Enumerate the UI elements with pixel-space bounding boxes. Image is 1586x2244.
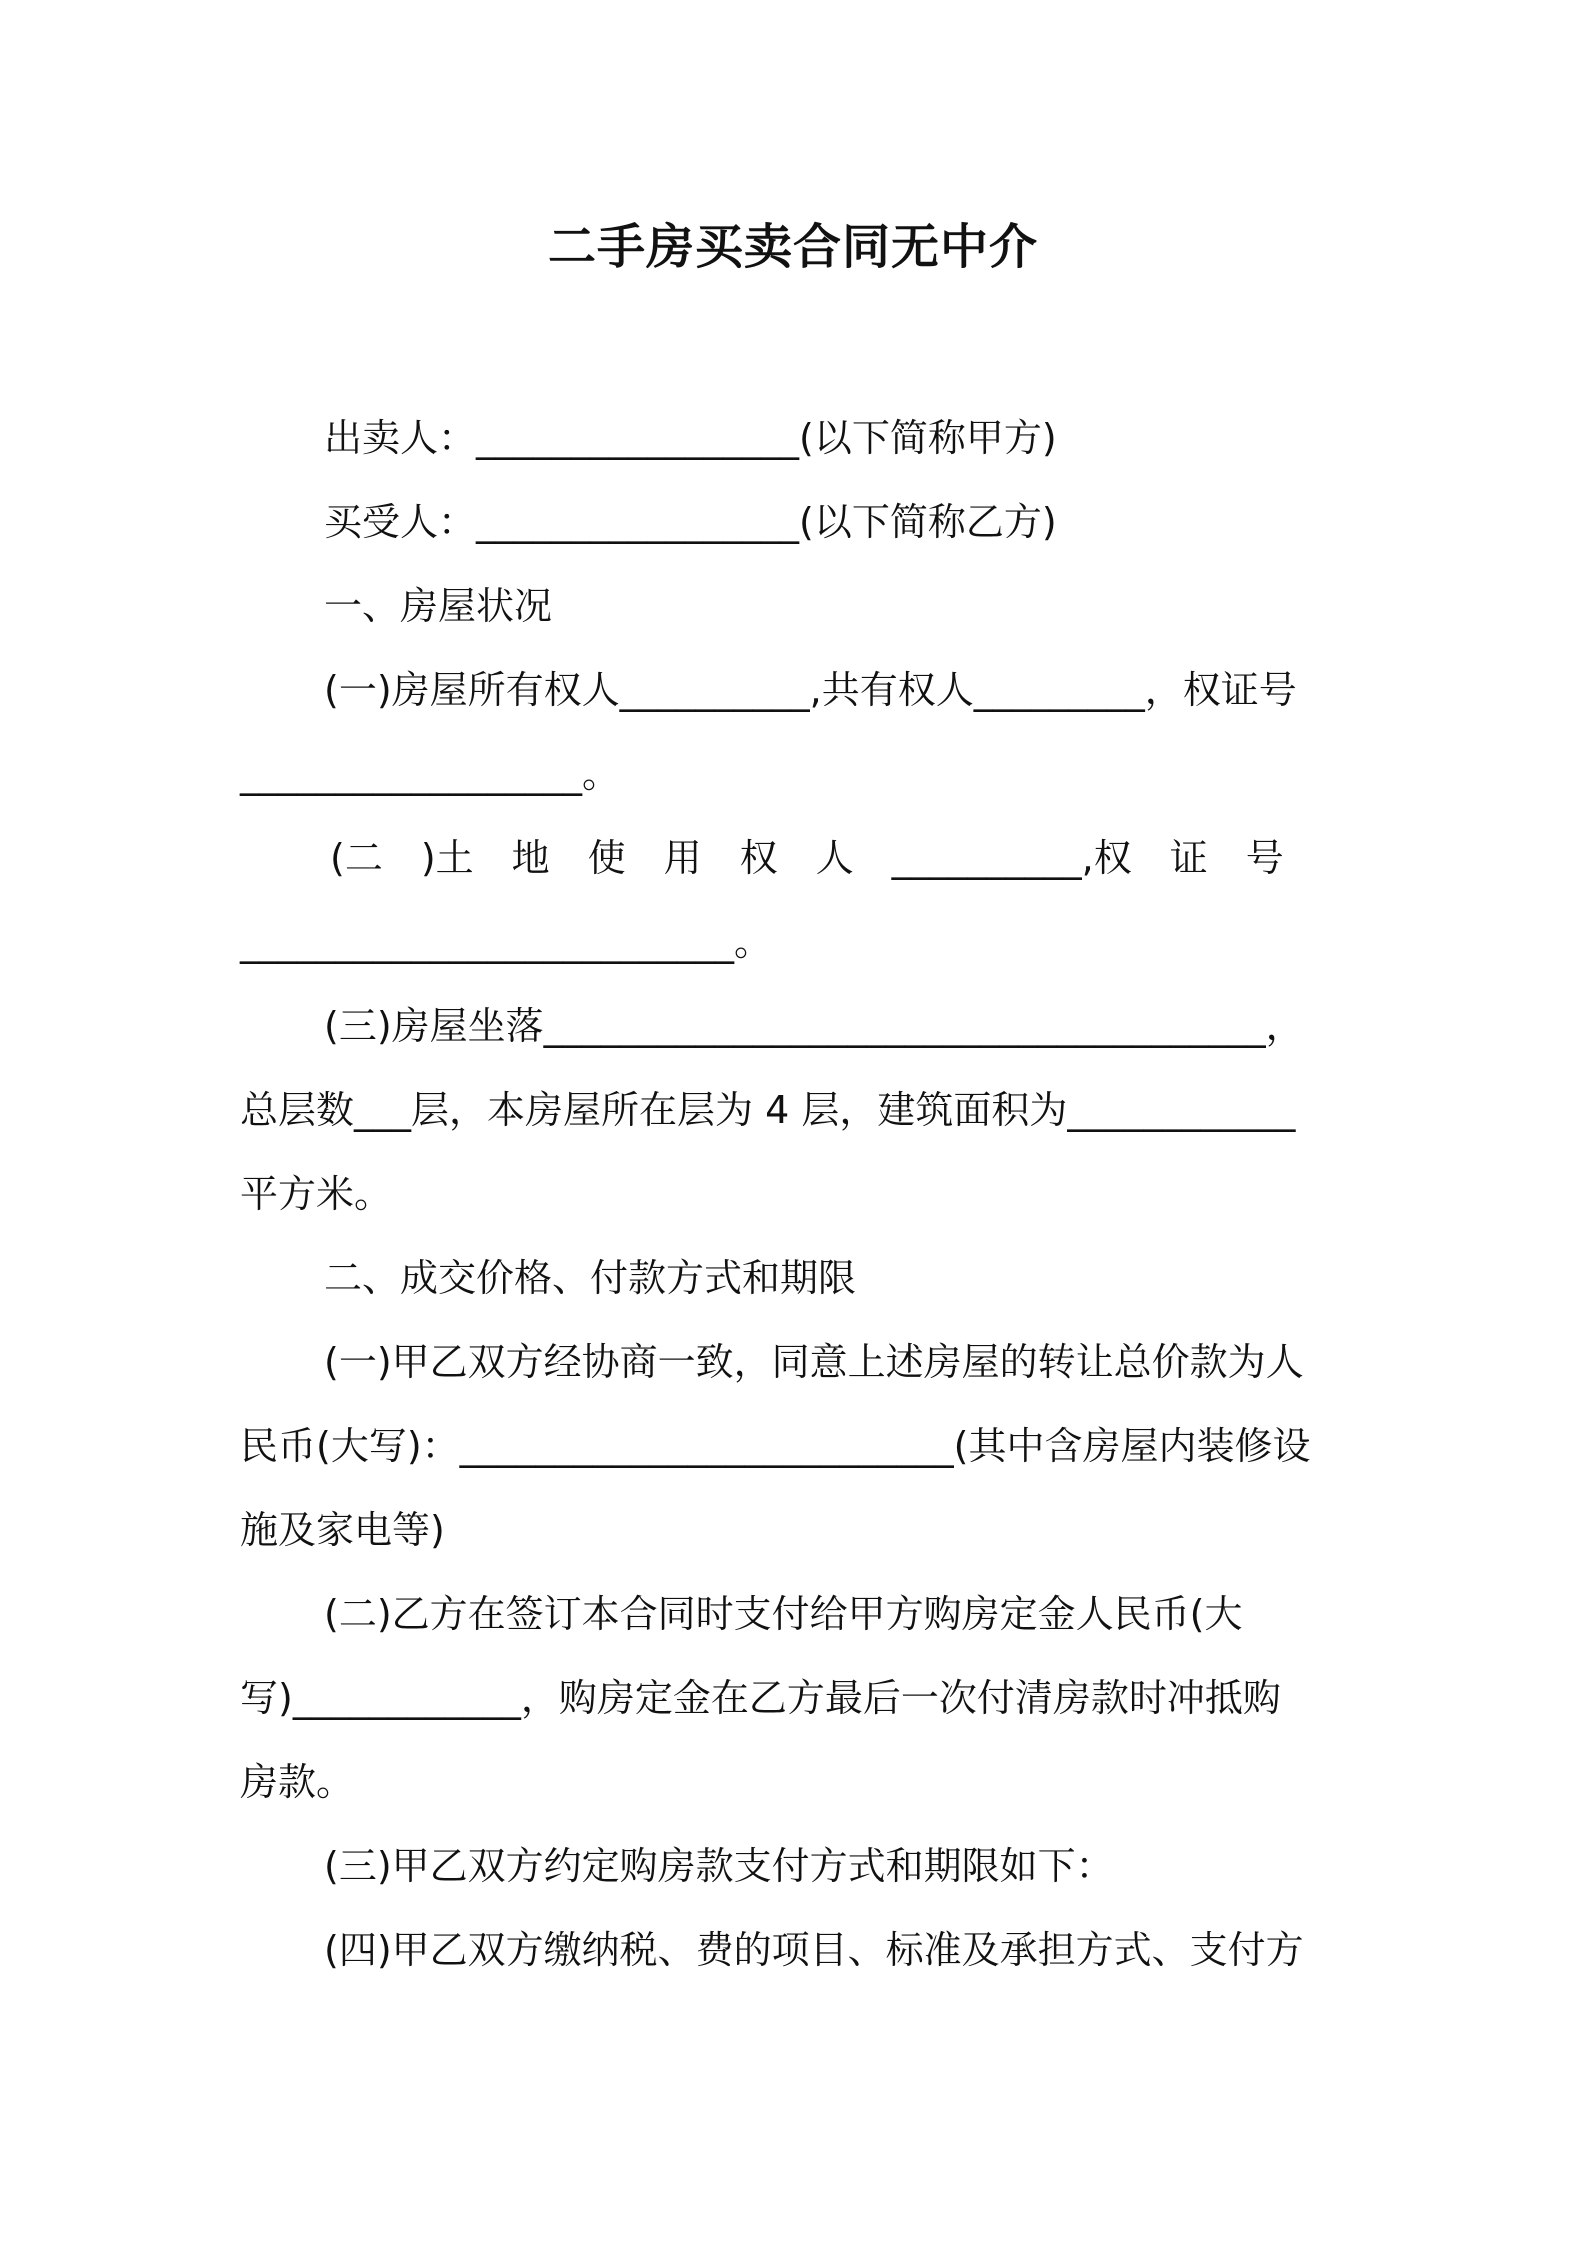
clause-1-1-line-1: (一)房屋所有权人__________,共有权人_________，权证号: [324, 668, 1297, 712]
clause-1-1-line-2: __________________。: [240, 752, 621, 796]
clause-2-1-line-1: (一)甲乙双方经协商一致，同意上述房屋的转让总价款为人: [324, 1340, 1304, 1384]
clause-2-2-line-2: 写)____________，购房定金在乙方最后一次付清房款时冲抵购: [240, 1676, 1281, 1720]
clause-2-1-line-2: 民币(大写)：__________________________(其中含房屋内装修设: [240, 1424, 1311, 1468]
clause-1-3-line-3: 平方米。: [240, 1172, 393, 1216]
clause-1-2-line-1: (二 )土 地 使 用 权 人 __________,权 证 号: [330, 836, 1284, 880]
section-2-heading: 二、成交价格、付款方式和期限: [324, 1256, 857, 1300]
clause-2-1-line-3: 施及家电等): [240, 1508, 445, 1552]
clause-2-4-line-1: (四)甲乙双方缴纳税、费的项目、标准及承担方式、支付方: [324, 1928, 1304, 1972]
clause-1-3-line-1: (三)房屋坐落______________________________________，: [324, 1004, 1304, 1048]
clause-2-2-line-1: (二)乙方在签订本合同时支付给甲方购房定金人民币(大: [324, 1592, 1243, 1636]
buyer-line: 买受人：_________________(以下简称乙方): [324, 500, 1057, 544]
clause-1-3-line-2: 总层数___层，本房屋所在层为 4 层，建筑面积为____________: [240, 1088, 1296, 1132]
seller-line: 出卖人：_________________(以下简称甲方): [324, 416, 1057, 460]
clause-2-3-line-1: (三)甲乙双方约定购房款支付方式和期限如下：: [324, 1844, 1114, 1888]
clause-2-2-line-3: 房款。: [240, 1760, 355, 1804]
clause-1-2-line-2: __________________________。: [240, 920, 773, 964]
document-title: 二手房买卖合同无中介: [547, 219, 1038, 275]
section-1-heading: 一、房屋状况: [324, 584, 553, 628]
